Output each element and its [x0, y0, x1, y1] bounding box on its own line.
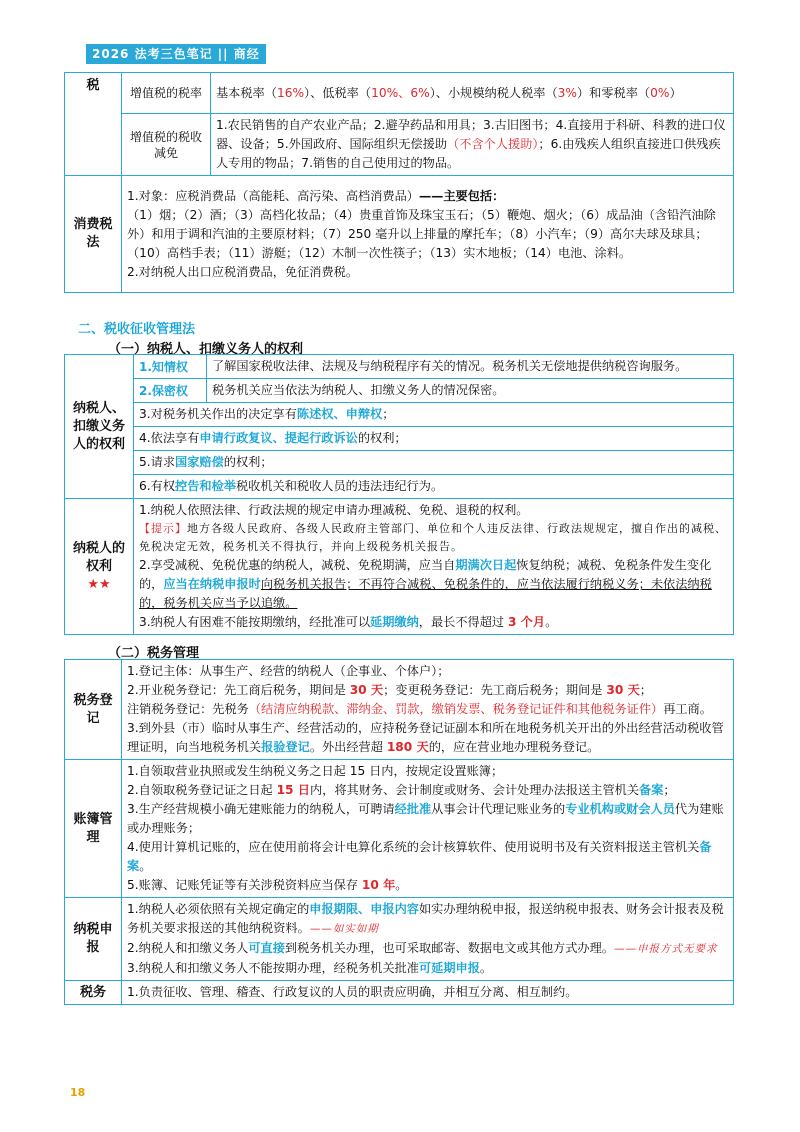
table-row — [65, 176, 734, 293]
vat-exempt-text: 1.农民销售的自产农业产品；2.避孕药品和用具；3.古旧图书；4.直接用于科研、科教的进口仪器、设备；5.外国政府、国际组织无偿援助（不含个人援助）；6.由残疾人组织直接进口供残疾人专用的物品；7.销售的自己使用过的物品。 — [211, 114, 734, 176]
right-know-text: 了解国家税收法律、法规及与纳税程序有关的情况。税务机关无偿地提供纳税咨询服务。 — [207, 355, 734, 379]
table-row — [65, 403, 734, 427]
right-know-label: 1.知情权 — [134, 355, 207, 379]
page-header-banner: 2026 法考三色笔记 || 商经 — [86, 44, 266, 64]
rights-table — [64, 354, 734, 635]
vat-rate-label: 增值税的税率 — [122, 73, 211, 114]
right-secret-text: 税务机关应当依法为纳税人、扣缴义务人的情况保密。 — [207, 379, 734, 403]
vat-exempt-label: 增值税的税收减免 — [122, 114, 211, 176]
taxpayer-rights-label: 纳税人的权利 ★★ — [65, 499, 134, 635]
right-item: 6.有权控告和检举税收机关和税收人员的违法违纪行为。 — [134, 475, 734, 499]
vat-rate-text: 基本税率（16%）、低税率（10%、6%）、小规模纳税人税率（3%）和零税率（0%） — [211, 73, 734, 114]
right-item: 4.依法享有申请行政复议、提起行政诉讼的权利； — [134, 427, 734, 451]
page-number: 18 — [70, 1086, 86, 1099]
table-row — [65, 114, 734, 176]
registration-text: 1.登记主体：从事生产、经营的纳税人（企事业、个体户）； 2.开业税务登记：先工商后税务，期间是 30 天；变更税务登记：先工商后税务；期间是 30 天； 注销税务登记：先税务（结清应纳税款、滞纳金、罚款，缴销发票、税务登记证件和其他税务证件）再工商。 3.到外县（市）临时从事生产、经营活动的，应持税务登记证副本和所在地税务机关开出的外出经营活动税收管理证明，向当地税务机关报验登记。外出经营超 180 天的，应在营业地办理税务登记。 — [122, 660, 734, 760]
importance-stars: ★★ — [87, 576, 111, 592]
table-row — [65, 451, 734, 475]
table-row — [65, 981, 734, 1005]
accounts-text: 1.自领取营业执照或发生纳税义务之日起 15 日内，按规定设置账簿； 2.自领取税务登记证之日起 15 日内，将其财务、会计制度或财务、会计处理办法报送主管机关备案； 3.生产经营规模小确无建账能力的纳税人，可聘请经批准从事会计代理记账业务的专业机构或财会人员代为建账或办理账务； 4.使用计算机记账的，应在使用前将会计电算化系统的会计核算软件、使用说明书及有关资料报送主管机关备案。 5.账簿、记账凭证等有关涉税资料应当保存 10 年。 — [122, 760, 734, 898]
table-row — [65, 660, 734, 760]
consumption-tax-text: 1.对象：应税消费品（高能耗、高污染、高档消费品）——主要包括： （1）烟；（2）酒；（3）高档化妆品；（4）贵重首饰及珠宝玉石；（5）鞭炮、烟火；（6）成品油（含铅汽油除外）和用于调和汽油的主要原材料；（7）250 毫升以上排量的摩托车；（8）小汽车；（9）高尔夫球及球具；（10）高档手表；（11）游艇；（12）木制一次性筷子；（13）实木地板；（14）电池、涂料。 2.对纳税人出口应税消费品，免征消费税。 — [122, 176, 734, 293]
rights-category-label: 纳税人、扣缴义务人的权利 — [65, 355, 134, 499]
subsection-title: （二）税务管理 — [108, 646, 200, 661]
management-table — [64, 659, 734, 1005]
tax-admin-text: 1.负责征收、管理、稽查、行政复议的人员的职责应明确，并相互分离、相互制约。 — [122, 981, 734, 1005]
declaration-text: 1.纳税人必须依照有关规定确定的申报期限、申报内容如实办理纳税申报，报送纳税申报表、财务会计报表及税务机关要求报送的其他纳税资料。——如实如期 2.纳税人和扣缴义务人可直接到税务机关办理，也可采取邮寄、数据电文或其他方式办理。——申报方式无要求 3.纳税人和扣缴义务人不能按期办理，经税务机关批准可延期申报。 — [122, 898, 734, 981]
table-row — [65, 760, 734, 898]
right-item: 3.对税务机关作出的决定享有陈述权、申辩权； — [134, 403, 734, 427]
section-title: 二、税收征收管理法 — [78, 322, 196, 337]
table-row — [65, 427, 734, 451]
table-row — [65, 379, 734, 403]
right-item: 5.请求国家赔偿的权利； — [134, 451, 734, 475]
category-label-tax: 税 — [65, 73, 122, 176]
tax-table — [64, 72, 734, 293]
table-row — [65, 475, 734, 499]
table-row — [65, 73, 734, 114]
registration-label: 税务登记 — [65, 660, 122, 760]
table-row — [65, 499, 734, 635]
tax-admin-label: 税务 — [65, 981, 122, 1005]
declaration-label: 纳税申报 — [65, 898, 122, 981]
table-row — [65, 898, 734, 981]
category-label-consumption: 消费税法 — [65, 176, 122, 293]
accounts-label: 账簿管理 — [65, 760, 122, 898]
table-row — [65, 355, 734, 379]
taxpayer-rights-text: 1.纳税人依照法律、行政法规的规定申请办理减税、免税、退税的权利。 【提示】地方各级人民政府、各级人民政府主管部门、单位和个人违反法律、行政法规规定，擅自作出的减税、免税决定无效，税务机关不得执行，并向上级税务机关报告。 2.享受减税、免税优惠的纳税人，减税、免税期满，应当自期满次日起恢复纳税；减税、免税条件发生变化的，应当在纳税申报时向税务机关报告；不再符合减税、免税条件的，应当依法履行纳税义务；未依法纳税的，税务机关应当予以追缴。 3.纳税人有困难不能按期缴纳，经批准可以延期缴纳，最长不得超过 3 个月。 — [134, 499, 734, 635]
subsection-title: （一）纳税人、扣缴义务人的权利 — [108, 342, 304, 357]
right-secret-label: 2.保密权 — [134, 379, 207, 403]
